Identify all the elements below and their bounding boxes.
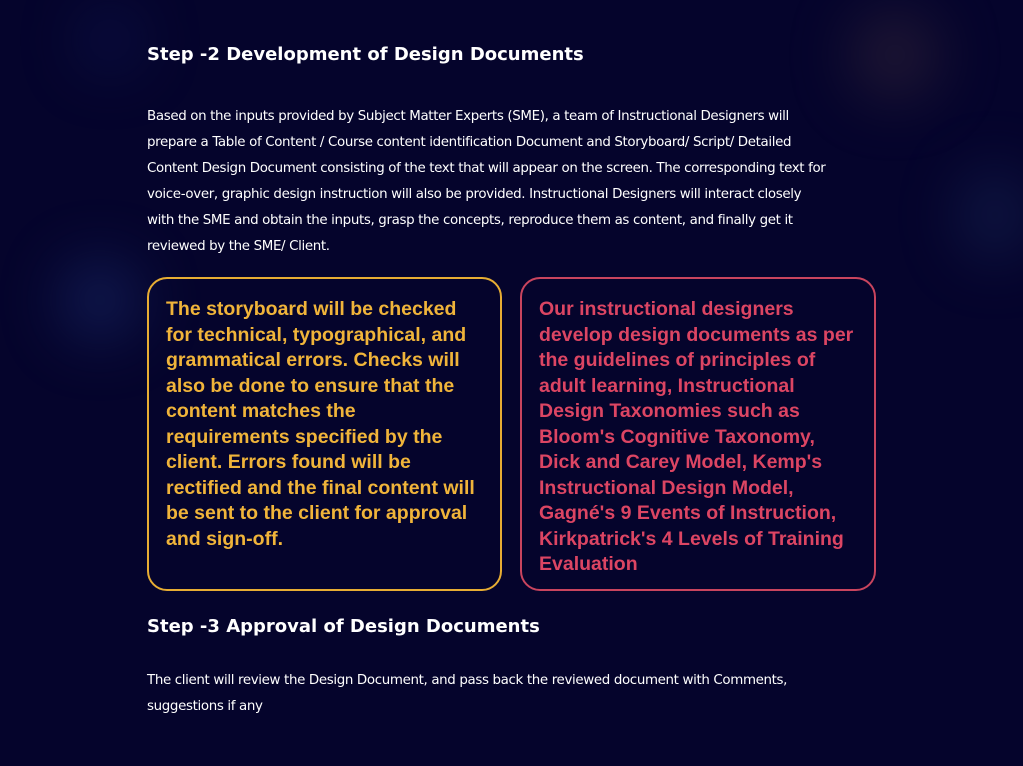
text-line: Dick and Carey Model, Kemp's [539, 451, 823, 473]
text-line: Evaluation [539, 553, 638, 575]
text-line: requirements specified by the [166, 425, 443, 448]
text-line: be sent to the client for approval [166, 502, 468, 524]
step2-heading: Step -2 Development of Design Documents [147, 44, 584, 65]
text-line: and sign-off. [166, 527, 283, 550]
background-glow [80, 10, 140, 70]
text-line: adult learning, Instructional [539, 374, 795, 397]
text-line: develop design documents as per [539, 323, 854, 346]
text-line: also be done to ensure that the [166, 374, 455, 397]
background-glow [850, 10, 940, 100]
text-line: reviewed by the SME/ Client. [147, 239, 330, 254]
text-line: The client will review the Design Document, and pass back the reviewed document with Comments, [147, 673, 788, 688]
text-line: rectified and the final content will [166, 476, 475, 499]
text-line: Based on the inputs provided by Subject Matter Experts (SME), a team of Instructional Designers will [147, 109, 789, 124]
text-line: for technical, typographical, and [166, 323, 467, 346]
text-line: grammatical errors. Checks will [166, 349, 460, 371]
step3-heading: Step -3 Approval of Design Documents [147, 616, 540, 637]
text-line: Gagné's 9 Events of Instruction, [539, 502, 837, 524]
background-glow [960, 170, 1023, 260]
text-line: the guidelines of principles of [539, 349, 816, 371]
text-line: with the SME and obtain the inputs, grasp the concepts, reproduce them as content, and finally get it [147, 213, 793, 228]
text-line: The storyboard will be checked [166, 298, 457, 320]
design-principles-box [520, 277, 876, 591]
step3-paragraph [147, 668, 787, 720]
text-line: prepare a Table of Content / Course content identification Document and Storyboard/ Script/ Detailed [147, 135, 792, 150]
text-line: Our instructional designers [539, 298, 794, 320]
text-line: suggestions if any [147, 699, 263, 714]
text-line: Design Taxonomies such as [539, 400, 800, 422]
text-line: Content Design Document consisting of the text that will appear on the screen. The corresponding text for [147, 161, 826, 176]
text-line: Bloom's Cognitive Taxonomy, [539, 425, 815, 448]
text-line: content matches the [166, 400, 356, 422]
text-line: voice-over, graphic design instruction will also be provided. Instructional Designers will interact closely [147, 187, 802, 202]
text-line: Instructional Design Model, [539, 476, 794, 499]
text-line: Kirkpatrick's 4 Levels of Training [539, 527, 844, 550]
text-line: client. Errors found will be [166, 451, 411, 473]
background-glow [60, 260, 140, 340]
quality-check-box [147, 277, 502, 591]
step2-paragraph [147, 104, 825, 260]
